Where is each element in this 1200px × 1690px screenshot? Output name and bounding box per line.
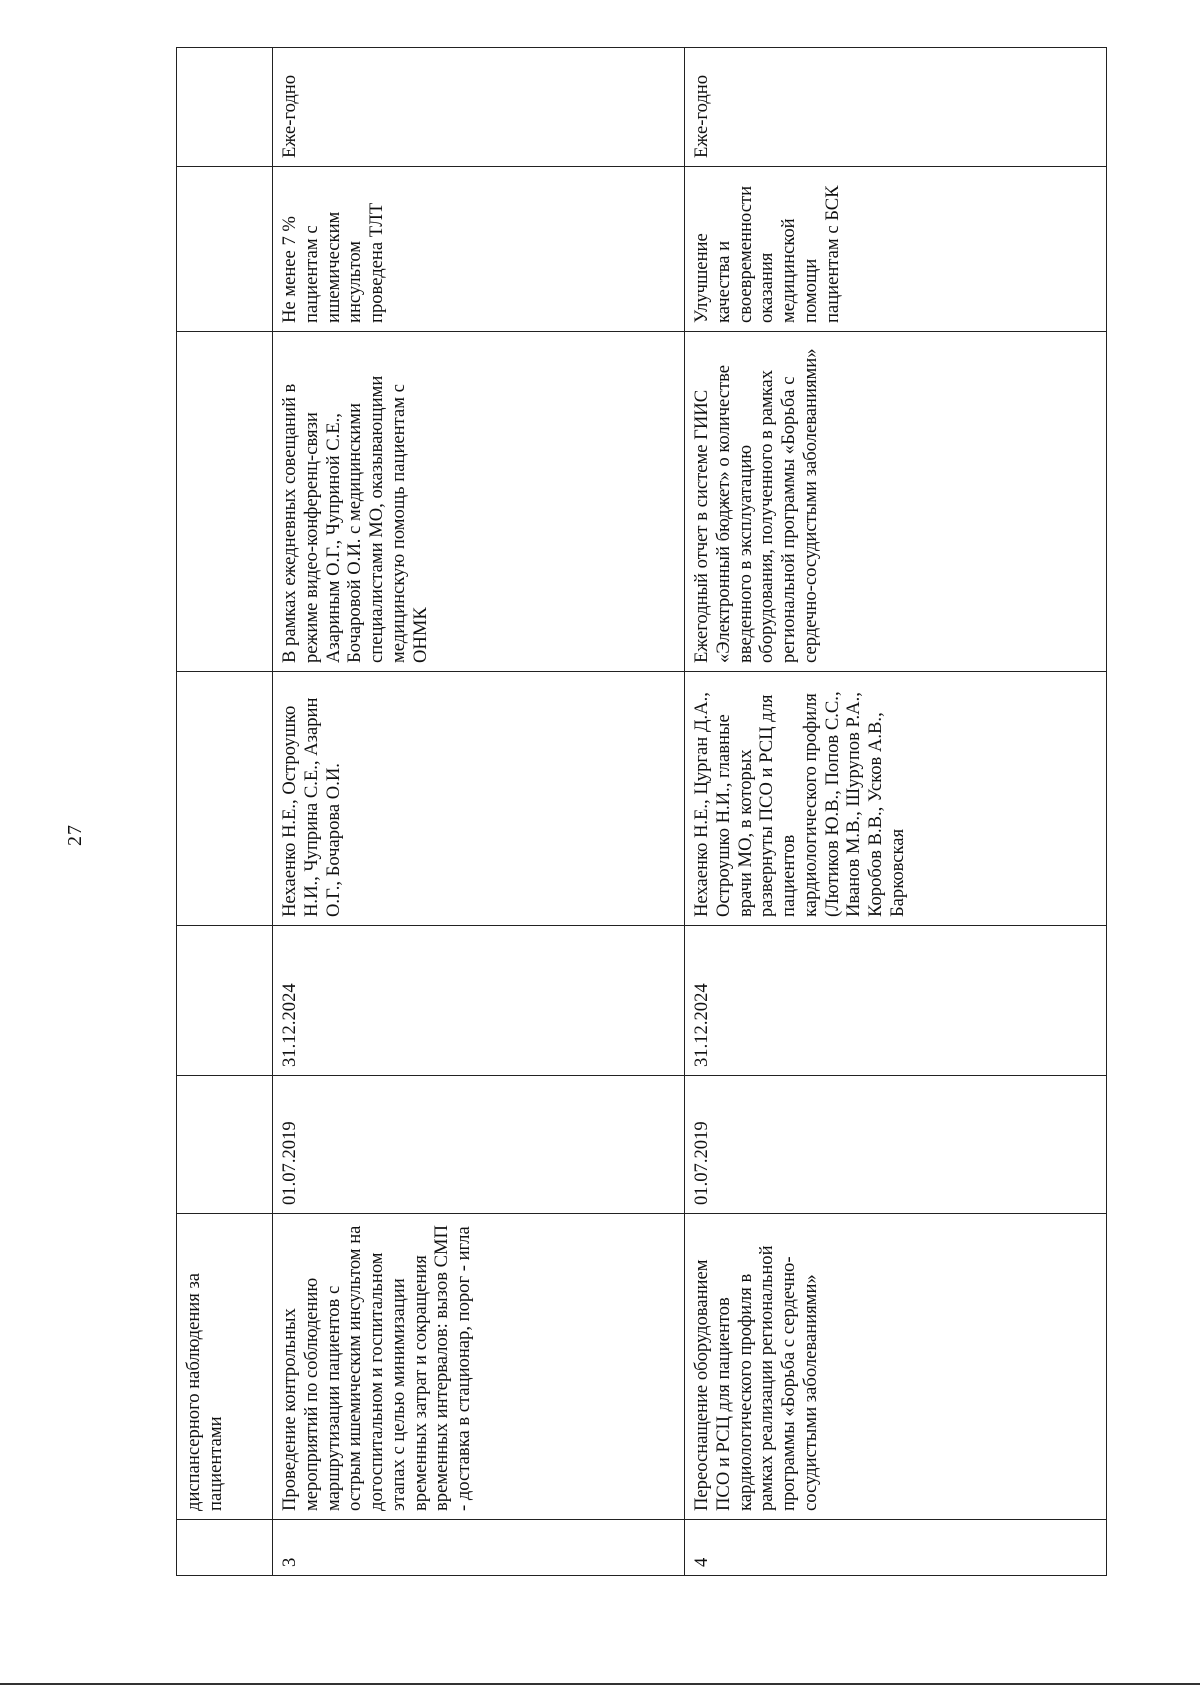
bottom-divider	[0, 1683, 1200, 1685]
cell-activity-name: Проведение контрольных мероприятий по соблюдению маршрутизации пациентов с острым ишемическим инсультом на догоспитальном и госпитальном этапах с целью минимизации временных затрат и сокращения временных интервалов: вызов СМП - доставка в стационар, порог - игла	[273, 1214, 685, 1520]
cell-result: В рамках ежедневных совещаний в режиме видео-конференц-связи Азариным О.Г., Чуприной С.Е., Бочаровой О.И. с медицинскими специалистами МО, оказывающими медицинскую помощь пациентам с ОНМК	[273, 332, 685, 672]
cell-number: 4	[685, 1520, 1107, 1576]
cell-number: 3	[273, 1520, 685, 1576]
cell-activity-name: Переоснащение оборудованием ПСО и РСЦ для пациентов кардиологического профиля в рамках реализации региональной программы «Борьба с сердечно-сосудистыми заболеваниями»	[685, 1214, 1107, 1520]
cell-end-date: 31.12.2024	[685, 926, 1107, 1076]
cell-number	[177, 1520, 273, 1576]
cell-activity-name: диспансерного наблюдения за пациентами	[177, 1214, 273, 1520]
table-row	[273, 48, 685, 1576]
cell-result	[177, 332, 273, 672]
cell-start-date: 01.07.2019	[685, 1076, 1107, 1214]
cell-responsible: Нехаенко Н.Е., Остроушко Н.И., Чуприна С.Е., Азарин О.Г., Бочарова О.И.	[273, 672, 685, 926]
page-number: 27	[64, 824, 86, 846]
cell-indicator	[177, 167, 273, 332]
cell-start-date	[177, 1076, 273, 1214]
activity-table-wrapper	[176, 48, 1106, 1576]
cell-frequency: Еже-годно	[273, 48, 685, 167]
table-row	[177, 48, 273, 1576]
activity-table	[176, 47, 1107, 1576]
cell-result: Ежегодный отчет в системе ГИИС «Электронный бюджет» о количестве введенного в эксплуатацию оборудования, полученного в рамках региональной программы «Борьба с сердечно-сосудистыми заболеваниями»	[685, 332, 1107, 672]
cell-indicator: Улучшение качества и своевременности оказания медицинской помощи пациентам с БСК	[685, 167, 1107, 332]
cell-indicator: Не менее 7 % пациентам с ишемическим инсультом проведена ТЛТ	[273, 167, 685, 332]
table-row	[685, 48, 1107, 1576]
cell-frequency	[177, 48, 273, 167]
cell-responsible: Нехаенко Н.Е., Цурган Д.А., Остроушко Н.И., главные врачи МО, в которых развернуты ПСО и РСЦ для пациентов кардиологического профиля (Лютиков Ю.В., Попов С.С., Иванов М.В., Шурупов Р.А., Коробов В.В., Усков А.В., Барковская	[685, 672, 1107, 926]
cell-frequency: Еже-годно	[685, 48, 1107, 167]
cell-end-date	[177, 926, 273, 1076]
cell-responsible	[177, 672, 273, 926]
cell-start-date: 01.07.2019	[273, 1076, 685, 1214]
cell-end-date: 31.12.2024	[273, 926, 685, 1076]
